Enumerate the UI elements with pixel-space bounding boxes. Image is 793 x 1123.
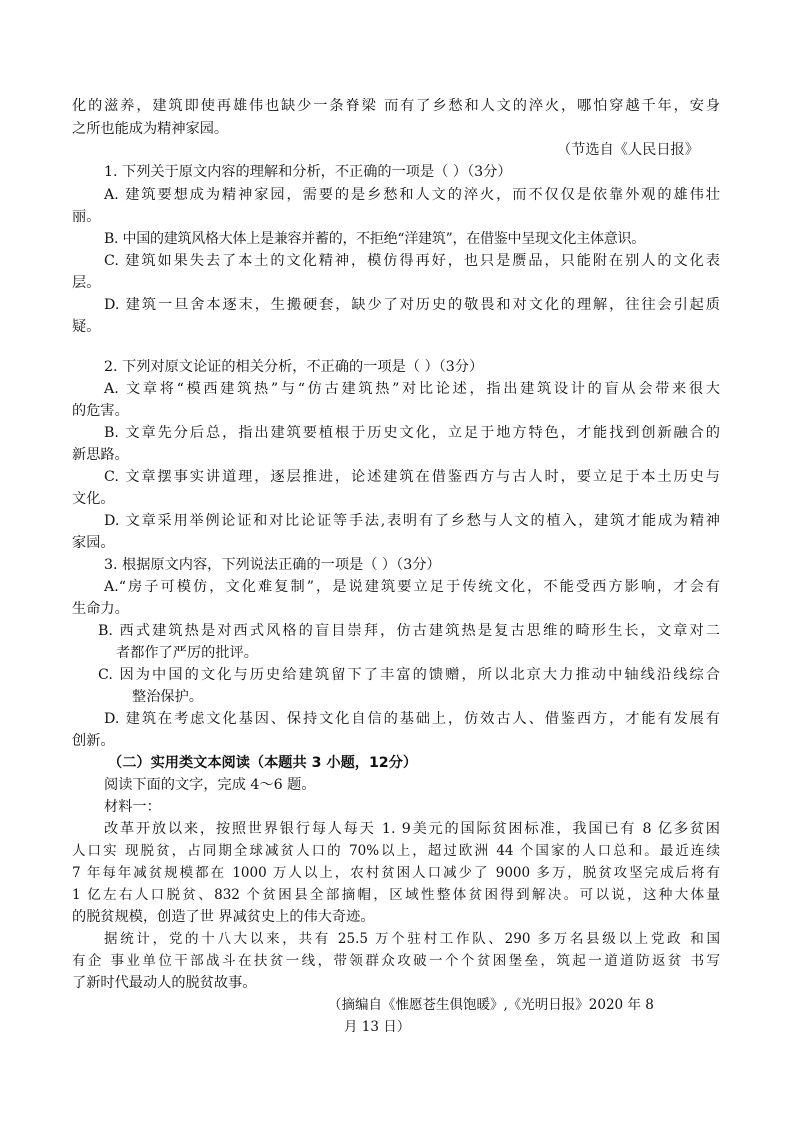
q3-option-b-line-1: B. 西式建筑热是对西式风格的盲目崇拜，仿古建筑热是复古思维的畸形生长，文章对二	[98, 623, 720, 639]
material-p1-line-4: 1 亿左右人口脱贫、832 个贫困县全部摘帽，区域性整体贫困得到解决。可以说，这种大体量	[72, 887, 720, 903]
q1-option-d-line-2: 疑。	[72, 319, 101, 335]
material-p2-line-1: 据统计，党的十八大以来，共有 25.5 万个驻村工作队、290 多万名县级以上党政 和国	[104, 931, 720, 947]
q3-option-c-line-1: C. 因为中国的文化与历史给建筑留下了丰富的馈赠，所以北京大力推动中轴线沿线综合	[98, 667, 720, 683]
q1-stem: 1. 下列关于原文内容的理解和分析，不正确的一项是（ ）（3分）	[104, 164, 512, 180]
q2-option-a-line-2: 的危害。	[72, 403, 129, 419]
q3-option-d-line-1: D. 建筑在考虑文化基因、保持文化自信的基础上，仿效古人、借鉴西方，才能有发展有	[104, 711, 720, 727]
q2-option-b-line-1: B. 文章先分后总，指出建筑要植根于历史文化，立足于地方特色，才能找到创新融合的	[104, 425, 720, 441]
material-citation-line-2: 月 13 日）	[344, 1019, 411, 1035]
source-citation: （节选自《人民日报》	[557, 142, 699, 158]
q2-option-a-line-1: A. 文章将“模西建筑热”与“仿古建筑热”对比论述，指出建筑设计的盲从会带来很大	[104, 381, 720, 397]
q1-option-a-line-2: 丽。	[72, 209, 101, 225]
q3-option-a-line-2: 生命力。	[72, 601, 129, 617]
intro-line-2: 之所也能成为精神家园。	[72, 121, 229, 137]
q3-option-d-line-2: 创新。	[72, 733, 115, 749]
material-p2-line-3: 了新时代最动人的脱贫故事。	[72, 975, 257, 991]
q1-option-c-line-2: 层。	[72, 275, 101, 291]
intro-line-1: 化的滋养，建筑即使再雄伟也缺少一条脊梁 而有了乡愁和人文的淬火，哪怕穿越千年，安身	[72, 98, 720, 114]
q2-option-b-line-2: 新思路。	[72, 447, 129, 463]
q1-option-d-line-1: D. 建筑一旦舍本逐末，生搬硬套，缺少了对历史的敬畏和对文化的理解，往往会引起质	[104, 297, 720, 313]
section-2-instruction: 阅读下面的文字，完成 4～6 题。	[104, 777, 316, 793]
q1-option-b: B. 中国的建筑风格大体上是兼容并蓄的，不拒绝“洋建筑”，在借鉴中呈现文化主体意识。	[104, 231, 646, 247]
material-citation-line-1: （摘编自《惟愿苍生俱饱暖》,《光明日报》2020 年 8	[328, 997, 654, 1013]
q2-option-c-line-1: C. 文章摆事实讲道理，逐层推进，论述建筑在借鉴西方与古人时，要立足于本土历史与	[104, 469, 720, 485]
material-p2-line-2: 有企 事业单位干部战斗在扶贫一线，带领群众攻破一个个贫困堡垒，筑起一道道防返贫 书写	[72, 953, 720, 969]
q3-stem: 3. 根据原文内容，下列说法正确的一项是（ ）（3分）	[104, 557, 441, 573]
q2-option-d-line-1: D. 文章采用举例论证和对比论证等手法,表明有了乡愁与人文的植入，建筑才能成为精神	[104, 513, 720, 529]
q1-option-c-line-1: C. 建筑如果失去了本土的文化精神，模仿得再好，也只是赝品，只能附在别人的文化表	[104, 253, 720, 269]
q1-option-a-line-1: A. 建筑要想成为精神家园，需要的是乡愁和人文的淬火，而不仅仅是依靠外观的雄伟壮	[104, 187, 720, 203]
q3-option-a-line-1: A.“房子可模仿，文化难复制”，是说建筑要立足于传统文化，不能受西方影响，才会有	[104, 579, 720, 595]
material-label: 材料一：	[104, 799, 161, 815]
section-2-heading: （二）实用类文本阅读（本题共 3 小题，12分）	[108, 755, 418, 771]
material-p1-line-1: 改革开放以来，按照世界银行每人每天 1. 9美元的国际贫困标准，我国已有 8 亿多贫困	[104, 821, 720, 837]
q3-option-b-line-2: 者都作了严厉的批评。	[116, 645, 258, 661]
q2-option-d-line-2: 家园。	[72, 535, 115, 551]
q2-stem: 2. 下列对原文论证的相关分析，不正确的一项是（ ）（3分）	[104, 359, 484, 375]
material-p1-line-3: 7 年每年减贫规模都在 1000 万人以上，农村贫困人口减少了 9000 多万，脱贫攻坚完成后将有	[72, 865, 720, 881]
q2-option-c-line-2: 文化。	[72, 491, 115, 507]
material-p1-line-5: 的脱贫规模，创造了世 界减贫史上的伟大奇迹。	[72, 909, 375, 925]
material-p1-line-2: 人口实 现脱贫，占同期全球减贫人口的 70%以上，超过欧洲 44 个国家的人口总和。最近连续	[72, 843, 720, 859]
q3-option-c-line-2: 整治保护。	[132, 689, 203, 705]
